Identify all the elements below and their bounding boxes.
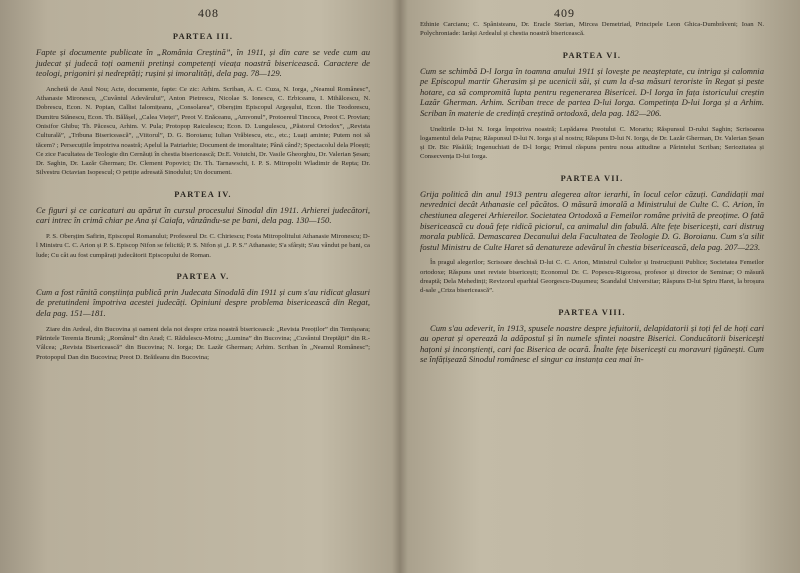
section-summary: Cum se schimbă D-l Iorga în toamna anului 1911 și lovește pe neașteptate, cu intriga și calomnia pe Episcopul martir Gherasim și pe ucenicii săi, și cum la d-sa măsuri teroriste în Regat și peste hotare, ca să compromită lupta pentru regenerarea Bisericei. D-l Iorga în fața istoricului creștin Lazăr Gherman. Arhim. Scriban trece de partea D-lui Iorga. Competința D-lui Iorga și a Arhim. Scriban în materie de credință creștină ortodoxă, dela pag. 182—206.: [420, 65, 764, 118]
section-heading: PARTEA III.: [172, 32, 234, 41]
section-contents: Ziare din Ardeal, din Bucovina și oameni dela noi despre criza noastră bisericească: „Revista Preoților” din Temișoara; Părintele Teremia Brumă; „Românul” din Arad; C. Rădulescu-Motru; „Lumina” din Bucovina; „Cuvântul Dreptății” din R.-Vâlcea; „Revista Bisericească” din Bucovina; N. Iorga; Dr. Lazăr Gherman; Arhim. Scriban în „Neamul Românesc”; Protopopul Dan din Bucovina; Preot D. Brăileanu din Bucovina;: [36, 325, 370, 361]
section-heading: PARTEA VII.: [560, 173, 624, 183]
section-summary: Cum s'au adeverit, în 1913, spusele noastre despre jefuitorii, delapidatorii și toți fel de hoți cari au operat și operează la adăpostul și în numele sfintei noastre Biserici. Conducătorii bisericești hațoni și inconștienți, cari fac Biserica de ocară. Înalte fețe bisericești cu moravuri țigănești. Cum se înfățișează Sinodul românesc el singur ca instanța cea mai în-: [420, 322, 764, 365]
section-summary: Grija politică din anul 1913 pentru alegerea altor ierarhi, în locul celor căzuți. Candidații mai nevrednici decât Athanasie cel păcătos. O măsură imorală a Ministrului de Culte C. C. Arion, în chestiunea alegerei Arhiereilor. Societatea Ortodoxă a Femeilor române privită de preoțime. O fată bisericească cu două fețe ridică piciorul, ca animalul din fabulă. Alte fețe bisericești, cari distrug morala publică. Demascarea Decanului dela Facultatea de Teologie D. G. Boroianu. Cum s'a silit fostul Ministru de Culte Haret să denatureze adevărul în chestia bisericească, dela pag. 207—223.: [420, 188, 764, 252]
section-heading: PARTEA VI.: [562, 50, 622, 60]
section-summary: Cum a fost rănită conștiința publică prin Judecata Sinodală din 1911 și cum s'au ridicat glasuri de pretutindeni împotriva acestei judecăți. Opiniuni despre problema bisericească din Regat, dela pag. 151—181.: [36, 286, 370, 319]
section-heading: PARTEA V.: [176, 271, 230, 281]
right-column: [420, 20, 764, 371]
section-heading: PARTEA VIII.: [558, 307, 626, 317]
continued-contents: Ethinie Carcianu; C. Spânisteanu, Dr. Eracle Sterian, Mircea Demetriad, Principele Leon Ghica-Dumbrăveni; Ioan N. Polychroniade: Iarăși Ardealul și chestia noastră bisericească.: [420, 21, 764, 38]
left-column: [36, 20, 370, 362]
section-summary: Fapte și documente publicate în „România Creștină”, în 1911, și din care se vede cum au judecat și judecă toți oamenii pretinși competenți vieața noastră bisericească. Caractere de teologi, prigoniri și nedreptăți; rușini și imoralități, dela pag. 78—129.: [36, 47, 370, 79]
left-page: [0, 0, 398, 573]
page-number: 409: [554, 6, 575, 20]
section-contents: Uneltirile D-lui N. Iorga împotriva noastră; Lepădarea Preotului C. Morariu; Răspunsul D-rului Saghin; Scrisoarea logamentul dela Puțna; Răspunsul D-lui N. Iorga și al nostru; Răspuns D-lui N. Iorga, de Dr. Lazăr Gherman, Dr. Valerian Șesan și Dr. Bic Păsăilă; Ingenuchiati de D-l Iorga; Primul răspuns pentru noua atitudine a Părintelui Scriban; Seriozitatea și Consecvența D-lui Iorga.: [420, 125, 764, 161]
section-heading: PARTEA IV.: [174, 189, 232, 199]
right-page: [402, 0, 800, 573]
section-contents: P. S. Oberșțim Safirin, Episcopul Romanului; Profesorul Dr. C. Chiriescu; Fosta Mitropolitului Athanasie Mironescu; D-l Ministru C. C. Arion și P. S. Episcop Nifon se felicită; P. S. Nifon și „I. P. S.” Athanasie; S'a sfârșit; S'au vândut pe bani, ca lude; Cu cât au fost cumpărați judecătorii Episcopului de Roman.: [36, 232, 370, 259]
section-contents: Anchetă de Anul Nou; Acte, documente, fapte: Ce zic: Arhim. Scriban, A. C. Cuza, N. Iorga, „Neamul Românesc”, Athanasie Mironescu, „Cuvântul Adevărului”, Anton Pietrescu, Nicolae S. Ionescu, C. Erbiceanu, I. Mihălcescu, N. Dobrescu, Econ. N. Popian, Callist Ialomițeanu, „Consolarea”, Oberșțim Episcopul Argeșului, Econ. Ilie Teodorescu, Dumitru Stănescu, Econ. Th. Bălășel, „Calea Vieței”, Preot V. Enăceanu, „Amvonul”, Protoereul Tincoca, Preot C. Provian; Onisifor Ghibu; Th. Păcescu, Arhim. V. Pula; Protopop Raiculescu; Econ. D. Lungulescu, „Păstorul Ortodox”, „Revista Culturală”, „Tribuna Bisericească”, „Viitorul”, D. G. Boroianu; Iulian Vrăbiescu, etc., etc.; Luați aminte; Putem noi să tăcem? ; Persecuțiile împotriva noastră; Apelul la Patriarhie; Document de imoralitate; Până când?; Spectacolul dela Ploești; Ce zice Facultatea de Teologie din Cernăuți în chestia bisericească; Dr.E. Voiutchi, Dr. Vasile Gheorghiu, Dr. Valerian Șesan; Dr. Saghin, Dr. Lazăr Gherman; Dr. Clement Popovici; Dr. Th. Tarnawschi, I. P. S. Mitropolit Wladimir de Repta; Dr. Silvestru Octavian Isopescul; O petiție adresată Sinodului; Un document.: [36, 85, 370, 177]
page-number: 408: [198, 6, 219, 20]
section-summary: Ce figuri și ce caricaturi au apărut în cursul procesului Sinodal din 1911. Arhierei judecători, cari intrec în crimă chiar pe Ana și Caiafa, vânzându-se pe bani, dela pag. 130—150.: [36, 204, 370, 226]
section-contents: În pragul alegerilor; Scrisoare deschisă D-lui C. C. Arion, Ministrul Cultelor și Instrucțiunii Publice; Societatea Femeilor ortodoxe; Răspuns unei reviste bisericești; Economul Dr. C. Popescu-Rigorosa, profesor și director de Seminar; O măsură dreaptă; Dela Mehedinți; Revizorul eparhial Georgescu-Dușumeu; Scandalul Universitar; Răspuns D-lui Spiru Haret, la broșura d-sale „Criza bisericească”.: [420, 259, 764, 295]
